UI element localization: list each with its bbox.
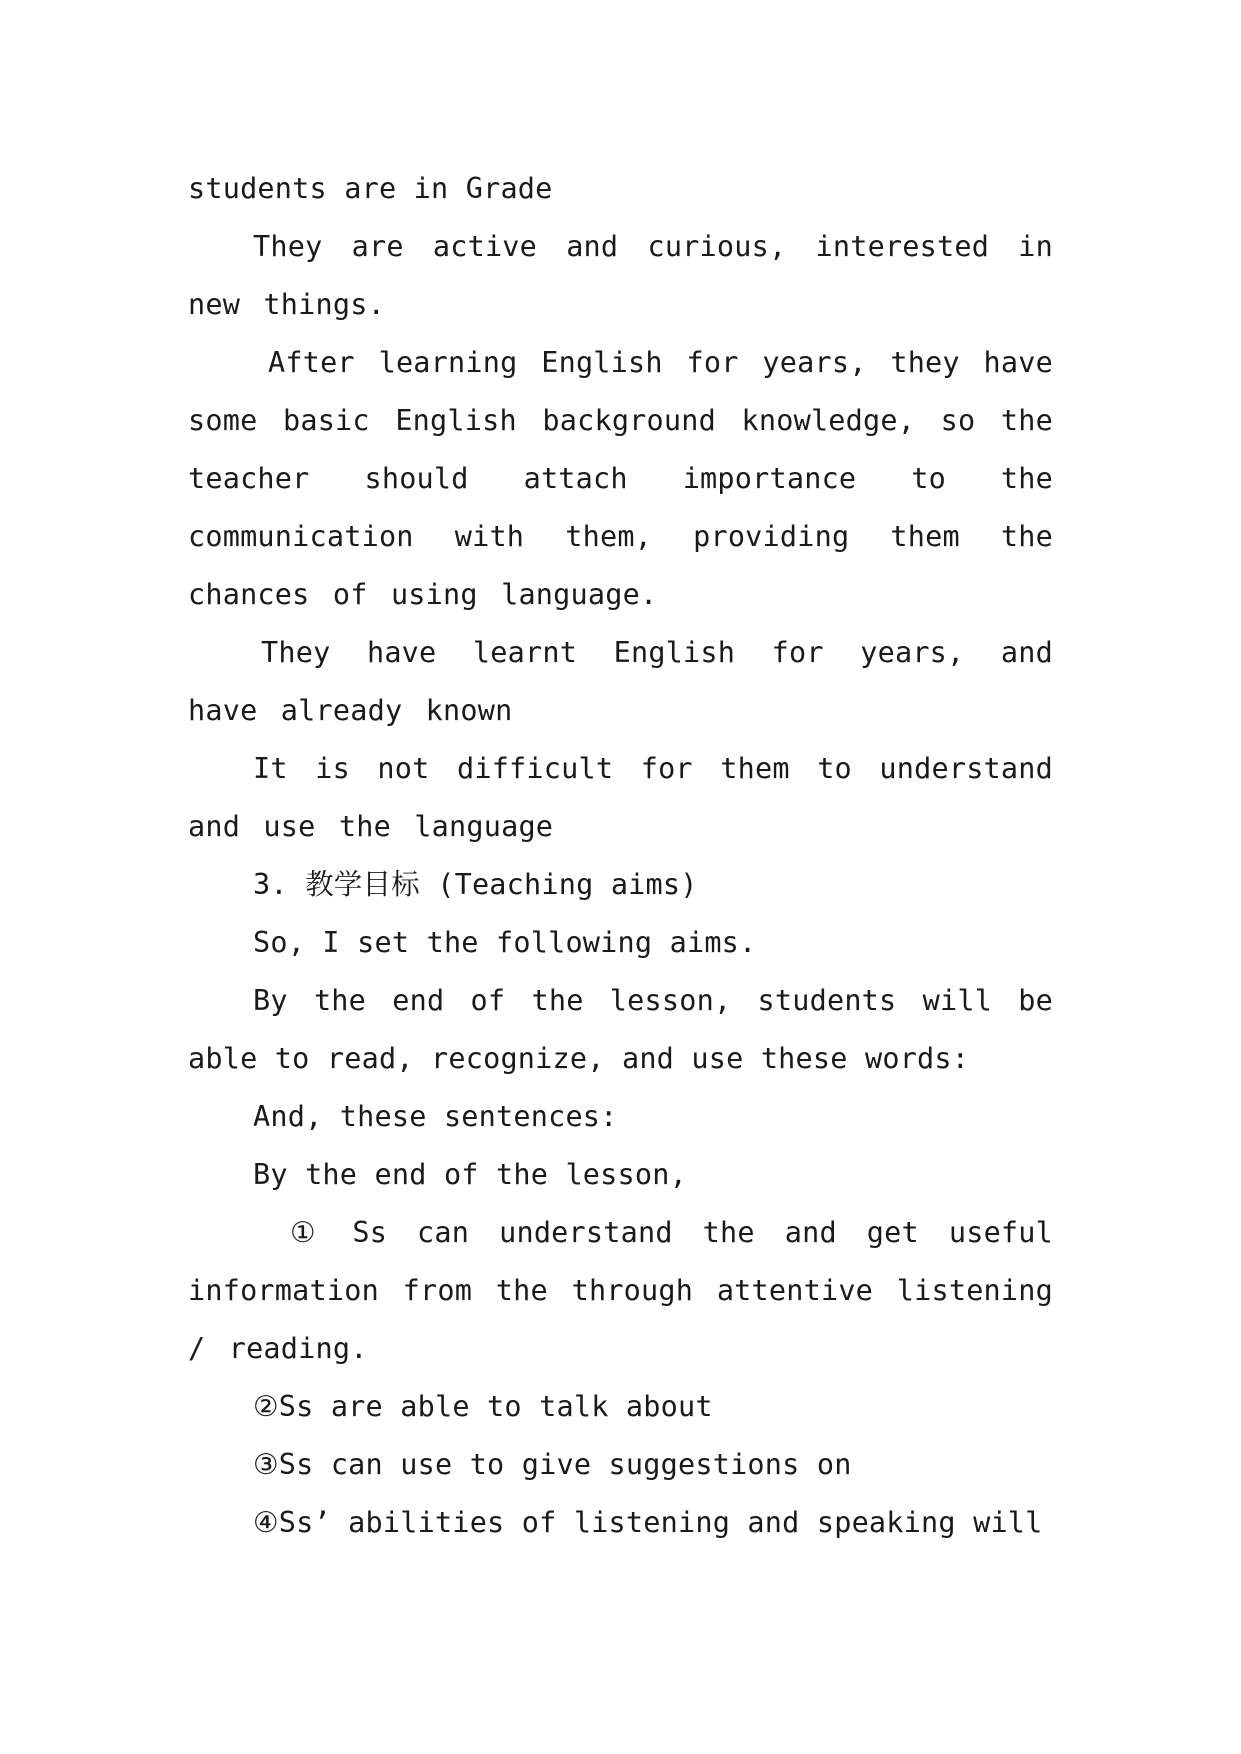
paragraph-end-of-lesson-words: By the end of the lesson, students will be able to read, recognize, and use these words: — [188, 984, 1053, 1075]
paragraph-set-aims: So, I set the following aims. — [253, 926, 757, 959]
section-heading-teaching-aims: 3. 教学目标 (Teaching aims) — [253, 868, 698, 901]
paragraph-not-difficult: It is not difficult for them to understand and use the language — [188, 752, 1053, 843]
list-item-aim-2: ②Ss are able to talk about — [253, 1390, 713, 1423]
list-item-aim-4: ④Ss’ abilities of listening and speaking will — [253, 1506, 1043, 1539]
paragraph-learnt-english: They have learnt English for years, and have already known — [188, 636, 1053, 727]
paragraph-these-sentences: And, these sentences: — [253, 1100, 618, 1133]
list-item-aim-1: ① Ss can understand the and get useful information from the through attentive listening / reading. — [188, 1216, 1053, 1365]
paragraph-end-of-lesson: By the end of the lesson, — [253, 1158, 687, 1191]
document-page — [188, 160, 1053, 1552]
paragraph-students-grade: students are in Grade — [188, 172, 553, 205]
list-item-aim-3: ③Ss can use to give suggestions on — [253, 1448, 852, 1481]
paragraph-active-curious: They are active and curious, interested in new things. — [188, 230, 1053, 321]
paragraph-after-learning: After learning English for years, they have some basic English background knowledge, so the teacher should attach importance to the communication with them, providing them the chances of using language. — [188, 346, 1053, 611]
